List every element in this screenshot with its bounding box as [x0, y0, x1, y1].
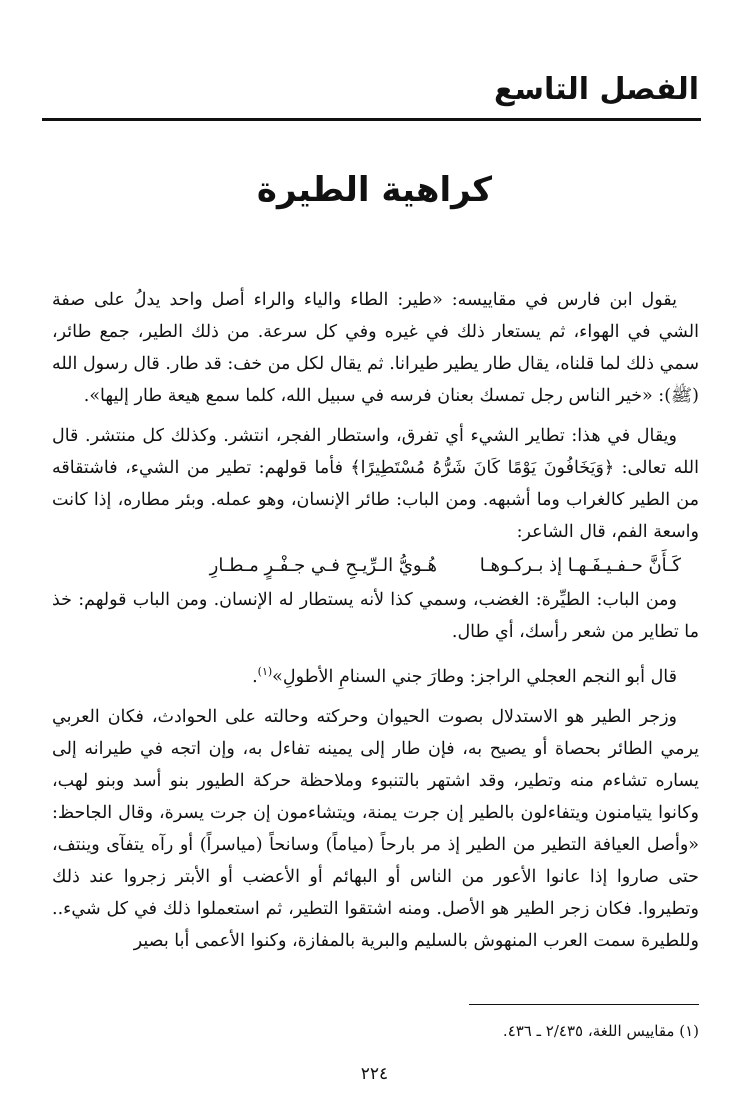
footnote-rule	[469, 1004, 699, 1005]
footnote: (١) مقاييس اللغة، ٢/٤٣٥ ـ ٤٣٦.	[502, 1022, 699, 1040]
header-rule	[42, 118, 701, 121]
footnote-marker: (١)	[257, 665, 273, 678]
paragraph-3: ومن الباب: الطيِّرة: الغضب، وسمي كذا لأنه يستطار له الإنسان. ومن الباب قولهم: خذ ما تطاير من شعر رأسك، أي طال.	[52, 590, 699, 642]
chapter-label: الفصل التاسع	[494, 72, 699, 107]
paragraph-2: ويقال في هذا: تطاير الشيء أي تفرق، واستطار الفجر، انتشر. وكذلك كل منتشر. قال الله تعالى: ﴿وَيَخَافُونَ يَوْمًا كَانَ شَرُّهُ مُسْتَطِيرًا﴾ فأما قولهم: تطير من الشيء، فاشتقاقه من الطير كالغراب وما أشبهه. ومن الباب: طائر الإنسان، وهو عمله. وبئر مطاره، إذا كانت واسعة الفم، قال الشاعر:	[52, 426, 699, 542]
page-title: كراهية الطيرة	[256, 170, 493, 210]
poem-verse	[52, 550, 699, 582]
verse-second-hemistich: هُـويُّ الـرِّيـحِ فـي جـفْـرٍ مـطـارِ	[209, 555, 437, 576]
paragraph-1: يقول ابن فارس في مقاييسه: «طير: الطاء والياء والراء أصل واحد يدلُ على صفة الشي في الهواء، ثم يستعار ذلك في غيره وفي كل سرعة. من ذلك الطير، جمع طائر، سمي ذلك لما قلناه، يقال طار يطير طيرانا. ثم يقال لكل من خف: قد طار. قال رسول الله (ﷺ): «خير الناس رجل تمسك بعنان فرسه في سبيل الله، كلما سمع هيعة طار إليها».	[52, 290, 699, 406]
paragraph-4: قال أبو النجم العجلي الراجز: وطارَ جني السنامِ الأطولِ»$^{(١)}$.	[252, 665, 677, 687]
paragraph-5: وزجر الطير هو الاستدلال بصوت الحيوان وحركته وحالته على الحوادث، فكان العربي يرمي الطائر بحصاة أو يصيح به، فإن طار إلى يمينه تفاءل به، وإن اتجه في طيرانه إلى يساره تشاءم منه وتطير، وقد اشتهر بالتنبوء وملاحظة حركة الطيور بنو أسد وبنو لهب، وكانوا يتيامنون ويتفاءلون بالطير إن جرت يمنة، ويتشاءمون إن جرت يسرة، وقال الجاحظ: «وأصل العيافة التطير من الطير إذ مر بارحاً (مياماً) وسانحاً (مياسراً) أو رآه يتفآى وينتف، حتى صاروا إذا عانوا الأعور من الناس أو البهائم أو الأعضب أو الأبتر زجروا عند ذلك وتطيروا. فكان زجر الطير هو الأصل. ومنه اشتقوا التطير، ثم استعملوا ذلك في كل شيء.. وللطيرة سمت العرب المنهوش بالسليم والبرية بالمفازة، وكنوا الأعمى أبا بصير	[52, 706, 699, 951]
page-number: ٢٢٤	[360, 1064, 389, 1084]
paragraph-4-text: قال أبو النجم العجلي الراجز: وطارَ جني السنامِ الأطولِ»	[272, 666, 677, 687]
body-text	[52, 284, 699, 957]
verse-first-hemistich: كَـأَنَّ حـفـيـفَـهـا إذ بـركـوهـا	[479, 555, 681, 576]
